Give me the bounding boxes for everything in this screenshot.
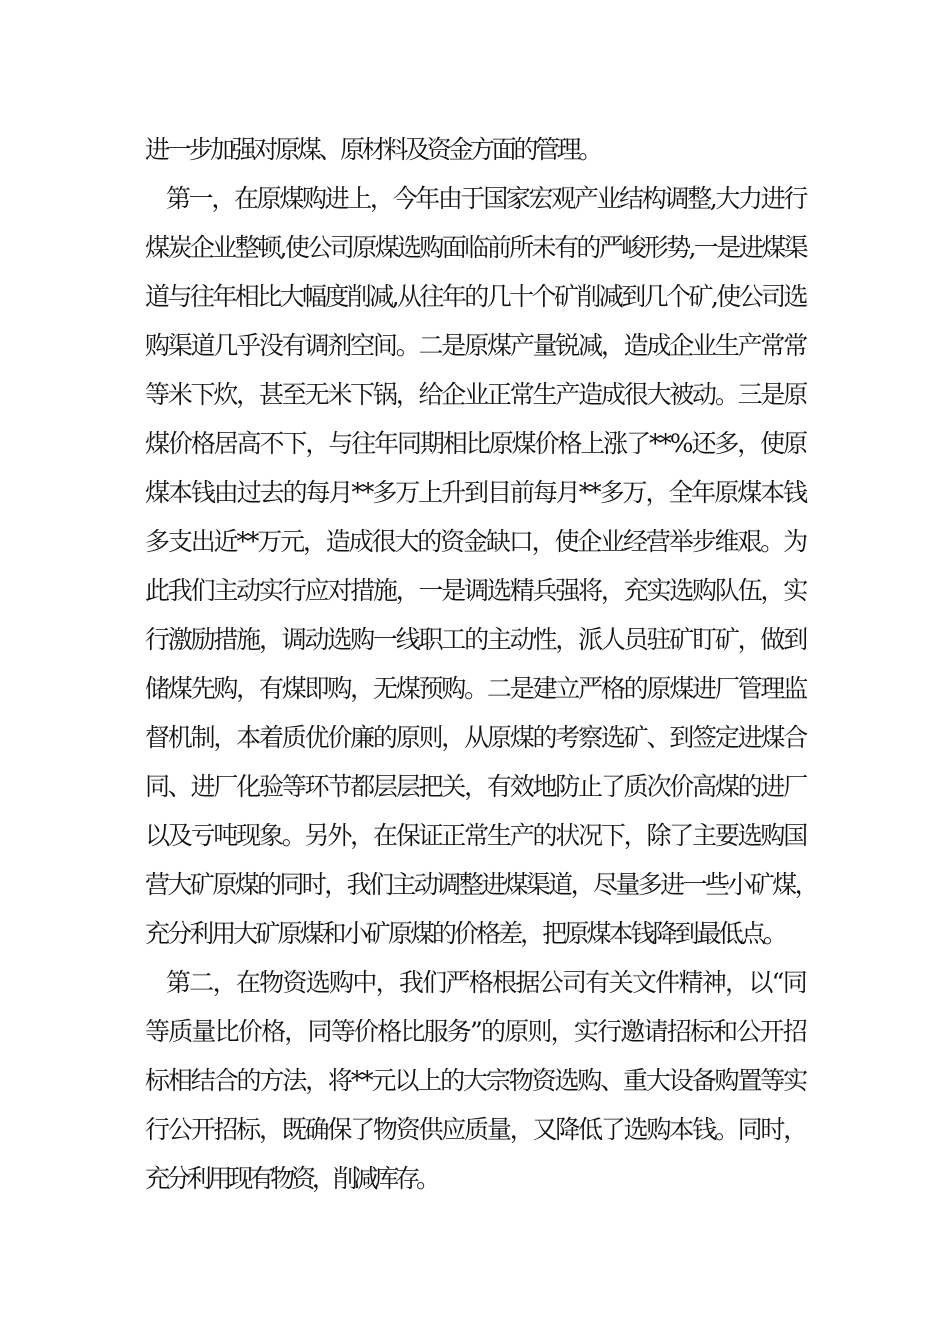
- line-text: 行公开招标，既确保了物资供应质量，又降低了选购本钱。同时，: [145, 1115, 807, 1144]
- text-line: [0, 1107, 950, 1152]
- text-line: [0, 176, 950, 221]
- line-text: 以及亏吨现象。另外，在保证正常生产的状况下，除了主要选购国: [145, 821, 807, 850]
- text-line: [0, 960, 950, 1005]
- text-line: [0, 1156, 950, 1201]
- line-text: 营大矿原煤的同时，我们主动调整进煤渠道，尽量多进一些小矿煤，: [145, 870, 817, 899]
- line-text: 第二，在物资选购中，我们严格根据公司有关文件精神，以“同: [166, 968, 806, 997]
- line-text: 行激励措施，调动选购一线职工的主动性，派人员驻矿盯矿，做到: [145, 625, 807, 654]
- line-text: 储煤先购，有煤即购，无煤预购。二是建立严格的原煤进厂管理监: [145, 674, 807, 703]
- line-text: 充分利用现有物资，削减库存。: [145, 1164, 437, 1193]
- line-text: 等米下炊，甚至无米下锅，给企业正常生产造成很大被动。三是原: [145, 380, 807, 409]
- line-text: 多支出近**万元，造成很大的资金缺口，使企业经营举步维艰。为: [145, 527, 806, 556]
- text-line: [0, 323, 950, 368]
- text-line: [0, 1058, 950, 1103]
- text-line: [0, 470, 950, 515]
- line-text: 第一，在原煤购进上，今年由于国家宏观产业结构调整,大力进行: [166, 184, 807, 213]
- line-text: 充分利用大矿原煤和小矿原煤的价格差，把原煤本钱降到最低点。: [145, 919, 785, 948]
- line-text: 进一步加强对原煤、原材料及资金方面的管理。: [145, 135, 600, 164]
- line-text: 煤价格居高不下，与往年同期相比原煤价格上涨了**%还多，使原: [145, 429, 806, 458]
- text-line: [0, 127, 950, 172]
- text-line: [0, 421, 950, 466]
- text-line: [0, 225, 950, 270]
- line-text: 等质量比价格，同等价格比服务”的原则，实行邀请招标和公开招: [145, 1017, 806, 1046]
- text-line: [0, 862, 950, 907]
- text-line: [0, 715, 950, 760]
- line-text: 煤炭企业整顿,使公司原煤选购面临前所未有的严峻形势,一是进煤渠: [145, 233, 806, 262]
- text-line: [0, 911, 950, 956]
- text-line: [0, 372, 950, 417]
- text-line: [0, 519, 950, 564]
- text-line: [0, 274, 950, 319]
- text-line: [0, 813, 950, 858]
- line-text: 督机制，本着质优价廉的原则，从原煤的考察选矿、到签定进煤合: [145, 723, 807, 752]
- line-text: 标相结合的方法，将**元以上的大宗物资选购、重大设备购置等实: [145, 1066, 806, 1095]
- line-text: 此我们主动实行应对措施，一是调选精兵强将，充实选购队伍，实: [145, 576, 807, 605]
- text-line: [0, 617, 950, 662]
- line-text: 同、进厂化验等环节都层层把关，有效地防止了质次价高煤的进厂: [145, 772, 807, 801]
- line-text: 煤本钱由过去的每月**多万上升到目前每月**多万，全年原煤本钱: [145, 478, 806, 507]
- text-line: [0, 568, 950, 613]
- text-line: [0, 1009, 950, 1054]
- text-line: [0, 666, 950, 711]
- line-text: 道与往年相比大幅度削减,从往年的几十个矿削减到几个矿,使公司选: [145, 282, 806, 311]
- line-text: 购渠道几乎没有调剂空间。二是原煤产量锐减，造成企业生产常常: [145, 331, 807, 360]
- text-line: [0, 764, 950, 809]
